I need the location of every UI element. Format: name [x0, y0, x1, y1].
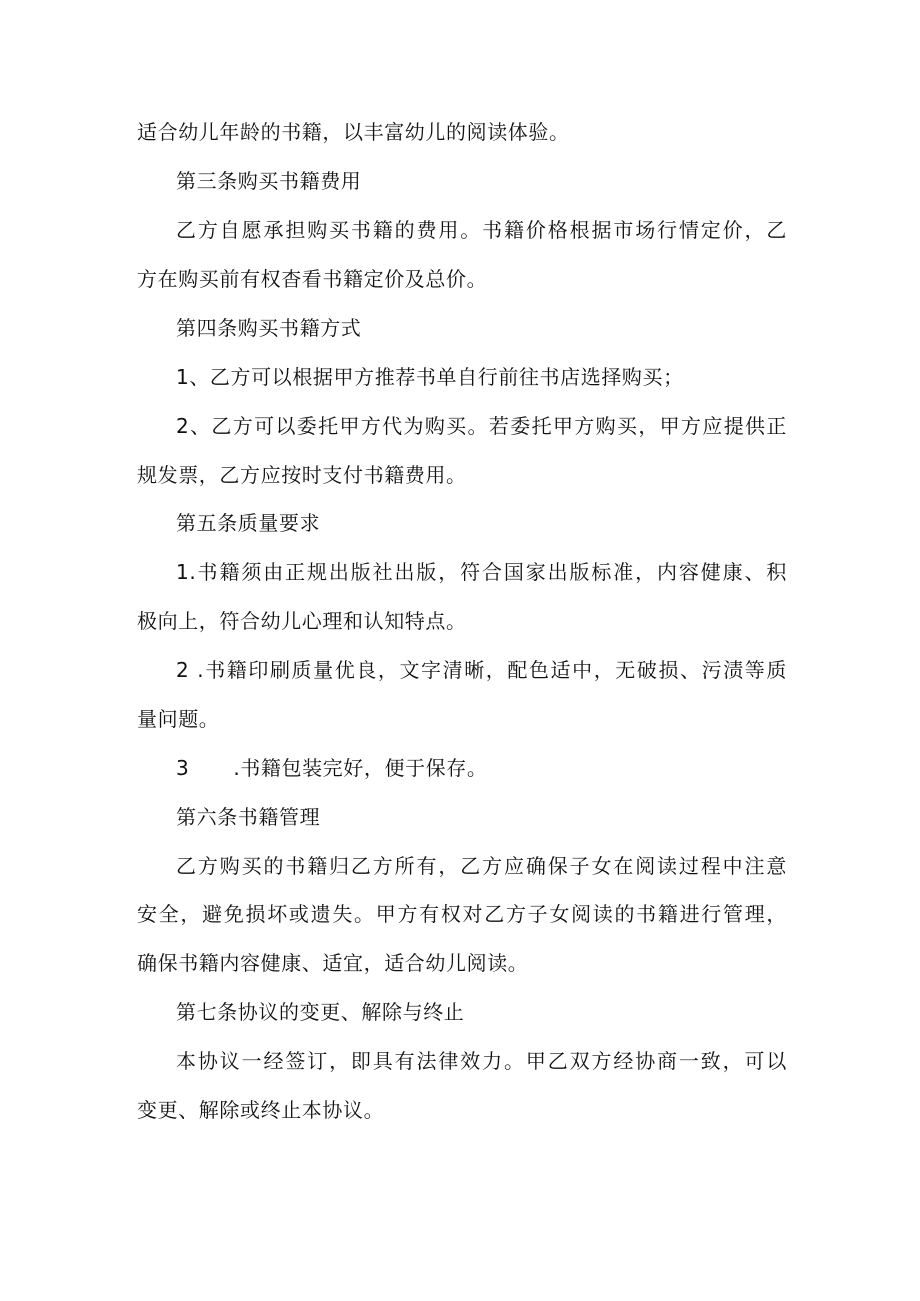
paragraph-line: 适合幼儿年龄的书籍，以丰富幼儿的阅读体验。 [137, 120, 570, 144]
paragraph-line: 极向上，符合幼儿心理和认知特点。 [137, 609, 467, 633]
list-item-text: .书籍包装完好，便于保存。 [233, 756, 488, 780]
section-heading-article-4: 第四条购买书籍方式 [176, 316, 362, 340]
list-item: 1、乙方可以根据甲方推荐书单自行前往书店选择购买； [176, 365, 684, 389]
paragraph-line: 本协议一经签订，即具有法律效力。甲乙双方经协商一致，可以 [176, 1049, 787, 1073]
paragraph-line: 确保书籍内容健康、适宜，适合幼儿阅读。 [137, 951, 529, 975]
paragraph-line: 乙方购买的书籍归乙方所有，乙方应确保子女在阅读过程中注意 [176, 854, 787, 878]
paragraph-line: 变更、解除或终止本协议。 [137, 1098, 385, 1122]
list-item [176, 755, 826, 781]
list-item: 2 .书籍印刷质量优良，文字清晰，配色适中，无破损、污渍等质 [176, 658, 787, 682]
paragraph-line: 乙方自愿承担购买书籍的费用。书籍价格根据市场行情定价，乙 [176, 218, 787, 242]
list-item: 2、乙方可以委托甲方代为购买。若委托甲方购买，甲方应提供正 [176, 414, 787, 438]
paragraph-line: 量问题。 [137, 707, 220, 731]
list-item-number: 3 [176, 756, 190, 780]
list-item: 1.书籍须由正规出版社出版，符合国家出版标准，内容健康、积 [176, 560, 787, 584]
paragraph-line: 规发票，乙方应按时支付书籍费用。 [137, 463, 467, 487]
paragraph-line: 方在购买前有权杳看书籍定价及总价。 [137, 267, 488, 291]
section-heading-article-3: 第三条购买书籍费用 [176, 169, 362, 193]
paragraph-line: 安全，避免损坏或遗失。甲方有权对乙方子女阅读的书籍进行管理， [137, 902, 787, 926]
section-heading-article-5: 第五条质量要求 [176, 511, 321, 535]
section-heading-article-7: 第七条协议的变更、解除与终止 [176, 1000, 465, 1024]
section-heading-article-6: 第六条书籍管理 [176, 805, 321, 829]
